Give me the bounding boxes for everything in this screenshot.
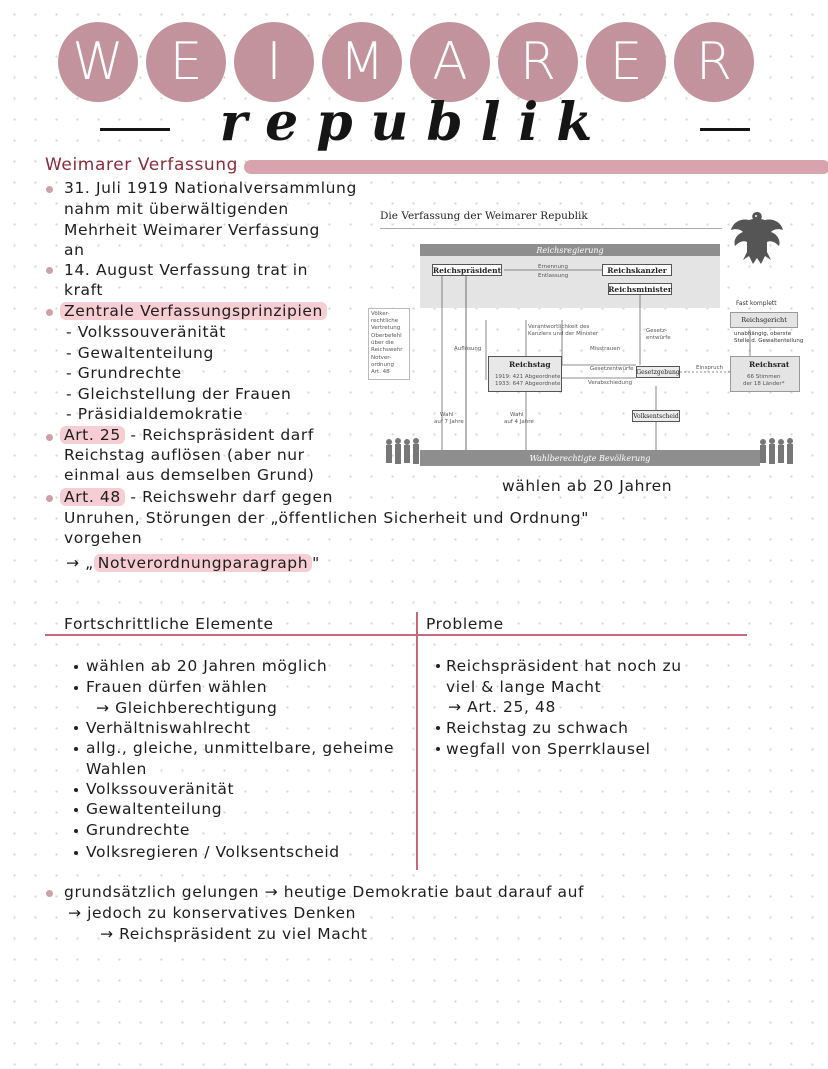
gesetzgebung-box: Gesetzgebung [636,366,680,378]
list-bullet [74,829,78,833]
bullet-line [60,425,314,445]
wahl-label: Wahl [440,412,454,418]
list-item-continuation: Wahlen [86,760,147,778]
people-icon [384,436,422,470]
bullet-line: kraft [64,281,104,299]
reichsregierung-bar: Reichsregierung [420,244,720,256]
entlassung-label: Entlassung [538,273,569,279]
table-divider [416,612,418,870]
list-bullet [74,686,78,690]
section-heading: Weimarer Verfassung [45,155,239,175]
list-bullet [74,726,78,730]
side-note-line: Art. 48 [371,369,390,375]
list-bullet [436,664,440,668]
title-letter: E [146,22,226,102]
reichskanzler-box: Reichskanzler [602,264,672,276]
diagram-caption: wählen ab 20 Jahren [502,477,673,495]
highlight-marker: Notverordnungparagraph [94,554,312,572]
bullet-text: - Reichswehr darf gegen [124,488,334,506]
list-item: wählen ab 20 Jahren möglich [86,657,328,675]
arrow-suffix: " [312,554,320,572]
bullet-line: Mehrheit Weimarer Verfassung [64,221,320,239]
conclusion-sub: → Reichspräsident zu viel Macht [100,925,368,943]
reichstag-label: Reichstag [509,360,551,369]
people-icon [758,436,796,470]
reichsrat-label: Reichsrat [749,360,790,369]
reichspraesident-box: Reichspräsident [432,265,502,275]
annotation-top: Fast komplett [736,300,777,307]
sub-item: - Gewaltenteilung [66,344,214,362]
list-item: Verhältniswahlrecht [86,719,251,737]
ernennung-label: Ernennung [538,264,568,270]
highlight-marker: Art. 25 [60,426,125,444]
list-sub-item: → Gleichberechtigung [96,699,278,717]
bullet-dot [46,495,53,502]
heading-bar [244,160,828,174]
gesetzentwuerfe2-label: entwürfe [646,335,671,341]
bullet-line: Reichstag auflösen (aber nur [64,446,305,464]
bullet-line: nahm mit überwältigenden [64,200,289,218]
list-item-continuation: viel & lange Macht [446,678,602,696]
bullet-line: vorgehen [64,529,143,547]
title-letter: W [58,22,138,102]
bullet-line: einmal aus demselben Grund) [64,466,315,484]
list-sub-item: → Art. 25, 48 [448,698,556,716]
table-left-heading: Fortschrittliche Elemente [64,615,274,633]
side-note-line: Völker- [371,311,390,317]
list-bullet [74,808,78,812]
side-note-line: über die [371,340,394,346]
table-right-heading: Probleme [426,615,504,633]
side-note-line: Reichswehr [371,347,403,353]
bullet-text: - Reichspräsident darf [124,426,314,444]
misstrauen-label: Misstrauen [590,346,621,352]
bullet-dot [46,186,53,193]
table-header-line [45,634,747,636]
verabschiedung-label: Verabschiedung [588,380,633,386]
title-letter: A [410,22,490,102]
wahl-label: auf 7 Jahre [434,419,464,425]
list-item: allg., gleiche, unmittelbare, geheime [86,739,395,757]
list-item: Frauen dürfen wählen [86,678,268,696]
volksentscheid-box: Volksentscheid [632,410,680,422]
wahl-label: Wahl [510,412,524,418]
annotation-bottom: Stelle d. Gewaltenteilung [734,338,804,344]
bullet-dot [46,434,53,441]
sub-item: - Grundrechte [66,364,182,382]
reichsrat-box [730,356,800,392]
side-note-line: Vertretung [371,325,401,331]
sub-item: - Präsidialdemokratie [66,405,244,423]
reichstag-box [488,356,562,392]
verantwortlich-label: Kanzlers und der Minister [528,331,599,337]
title-letter: E [586,22,666,102]
list-item: wegfall von Sperrklausel [446,740,651,758]
title-letter: I [234,22,314,102]
bullet-line: 31. Juli 1919 Nationalversammlung [64,179,357,197]
bullet-dot [46,890,53,897]
bullet-line: 14. August Verfassung trat in [64,261,309,279]
reichsrat-detail: der 18 Länder* [743,381,785,387]
bullet-line: Unruhen, Störungen der „öffentlichen Sicherheit und Ordnung" [64,509,589,527]
verantwortlich-label: Verantwortlichkeit des [528,324,590,330]
side-note-line: Oberbefehl [371,333,402,339]
list-item: Reichspräsident hat noch zu [446,657,682,675]
reichsrat-detail: 66 Stimmen [747,374,781,380]
reichsgericht-box: Reichsgericht [730,312,798,328]
sub-item: - Volkssouveränität [66,323,226,341]
title-letter: R [674,22,754,102]
list-bullet [74,851,78,855]
list-bullet [74,747,78,751]
conclusion-main: grundsätzlich gelungen → heutige Demokratie baut darauf auf [64,883,585,901]
gesetzentwuerfe2-label: Gesetz- [646,328,667,334]
bullet-dot [46,267,53,274]
reichstag-seats: 1933: 647 Abgeordnete [495,381,561,387]
einspruch-label: Einspruch [696,365,724,371]
list-bullet [74,665,78,669]
bullet-line: an [64,241,85,259]
constitution-diagram [366,200,804,476]
gesetzentwuerfe-label: Gesetzentwürfe [590,366,634,372]
list-item: Grundrechte [86,821,190,839]
wahl-label: auf 4 Jahre [504,419,534,425]
highlight-marker: Art. 48 [60,488,125,506]
arrow-line [66,553,320,573]
list-item: Gewaltenteilung [86,800,223,818]
bullet-highlight [60,301,327,321]
bevoelkerung-bar: Wahlberechtigte Bevölkerung [420,450,760,466]
reichstag-seats: 1919: 421 Abgeordnete [495,374,561,380]
title-letter: M [322,22,402,102]
sub-item: - Gleichstellung der Frauen [66,385,292,403]
title-letters [58,22,754,102]
list-item: Reichstag zu schwach [446,719,629,737]
bullet-line [60,487,333,507]
conclusion-sub: → jedoch zu konservatives Denken [68,904,356,922]
title-letter: R [498,22,578,102]
list-bullet [74,788,78,792]
page-subtitle: republik [219,92,611,153]
diagram-title: Die Verfassung der Weimarer Republik [380,210,588,222]
highlight-marker: Zentrale Verfassungsprinzipien [60,302,327,320]
bullet-dot [46,309,53,316]
side-note-line: ordnung [371,362,394,368]
list-item: Volkssouveränität [86,780,235,798]
aufloesung-label: Auflösung [454,346,482,352]
arrow-prefix: → „ [66,554,94,572]
side-note-line: Notver- [371,355,392,361]
list-bullet [436,747,440,751]
list-bullet [436,726,440,730]
reichsminister-box: Reichsminister [608,284,672,294]
side-note-line: rechtliche [371,318,399,324]
annotation-bottom: unabhängig, oberste [734,331,792,337]
list-item: Volksregieren / Volksentscheid [86,843,340,861]
diagram-connectors [366,200,780,476]
